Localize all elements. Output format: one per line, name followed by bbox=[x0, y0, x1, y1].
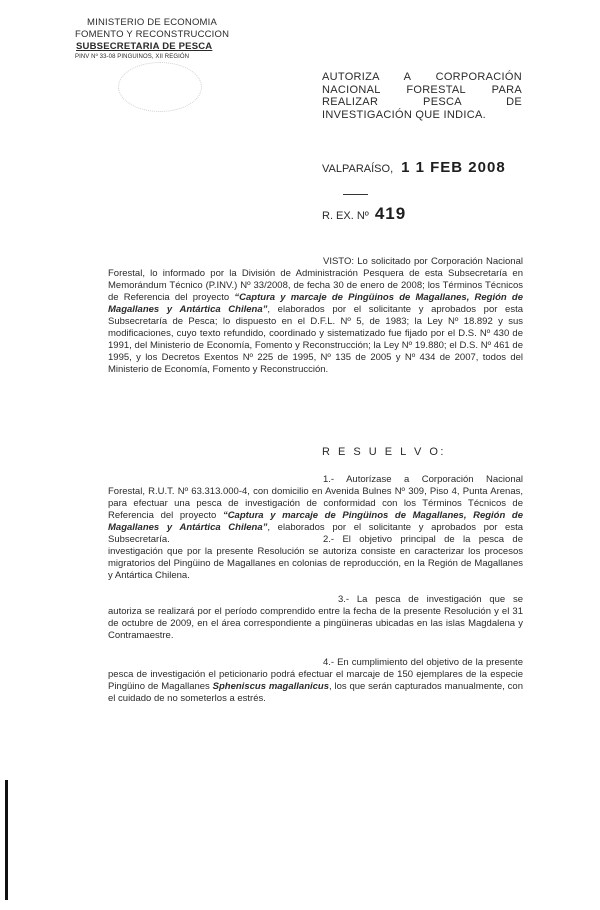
official-seal-stamp bbox=[118, 62, 202, 112]
resolution-item-2: 2.- El objetivo principal de la pesca de investigación que por la presente Resolución se autoriza consiste en caracterizar los procesos migratorios del Pingüino de Magallanes en colonias de reproducción, en la Región de Magallanes y Antártica Chilena. bbox=[108, 534, 523, 581]
resolution-item-4: 4.- En cumplimiento del objetivo de la presente pesca de investigación el peticionario podrá efectuar el marcaje de 150 ejemplares de la especie Pingüino de Magallanes Spheniscus magallanicus, los que serán capturados manualmente, con el cuidado de no someterlos a estrés. bbox=[108, 657, 523, 704]
species-name: Spheniscus magallanicus bbox=[212, 681, 330, 692]
date-line bbox=[322, 159, 506, 176]
scan-margin-mark bbox=[5, 780, 8, 900]
date-place: VALPARAÍSO, bbox=[322, 163, 394, 175]
resolution-label: R. EX. Nº bbox=[322, 210, 369, 222]
signature-dash bbox=[343, 194, 368, 195]
letterhead-subsecretaria: SUBSECRETARIA DE PESCA bbox=[76, 41, 213, 52]
resuelvo-heading: R E S U E L V O: bbox=[322, 446, 446, 458]
resolution-subject: AUTORIZA A CORPORACIÓN NACIONAL FORESTAL PARA REALIZAR PESCA DE INVESTIGACIÓN QUE INDICA. bbox=[322, 71, 522, 121]
visto-paragraph: VISTO: Lo solicitado por Corporación Nacional Forestal, lo informado por la División de Administración Pesquera de esta Subsecretaría en Memorándum Técnico (P.INV.) Nº 33/2008, de fecha 30 de enero de 2008; los Términos Técnicos de Referencia del proyecto “Captura y marcaje de Pingüinos de Magallanes, Región de Magallanes y Antártica Chilena”, elaborados por el solicitante y aprobados por esta Subsecretaría de Pesca; lo dispuesto en el D.F.L. Nº 5, de 1983; la Ley Nº 18.892 y sus modificaciones, cuyo texto refundido, coordinado y sistematizado fue fijado por el D.S. Nº 430 de 1991, del Ministerio de Economía, Fomento y Reconstrucción; la Ley Nº 19.880; el D.S. Nº 461 de 1995, y los Decretos Exentos Nº 225 de 1995, Nº 135 de 2005 y Nº 434 de 2007, todos del Ministerio de Economía, Fomento y Reconstrucción. bbox=[108, 256, 524, 375]
resolution-item-1: 1.- Autorízase a Corporación Nacional Forestal, R.U.T. Nº 63.313.000-4, con domicilio en Avenida Bulnes Nº 309, Piso 4, Punta Arenas, para efectuar una pesca de investigación de conformidad con los Términos Técnicos de Referencia del proyecto “Captura y marcaje de Pingüinos de Magallanes, Región de Magallanes y Antártica Chilena”, elaborados por el solicitante y aprobados por esta Subsecretaría. bbox=[108, 474, 524, 545]
project-title: “Captura y marcaje de Pingüinos de Magallanes, Región de Magallanes y Antártica Chilena” bbox=[108, 510, 523, 533]
date-stamp: 1 1 FEB 2008 bbox=[401, 159, 506, 176]
letterhead-reference: PINV Nº 33-08 PINGUINOS, XII REGIÓN bbox=[75, 54, 190, 60]
letterhead-ministry-line2: FOMENTO Y RECONSTRUCCION bbox=[75, 29, 230, 40]
resolution-number-line bbox=[322, 204, 406, 224]
letterhead-ministry: MINISTERIO DE ECONOMIA bbox=[87, 17, 218, 28]
project-title: “Captura y marcaje de Pingüinos de Magallanes, Región de Magallanes y Antártica Chilena” bbox=[108, 292, 524, 315]
resolution-item-3: 3.- La pesca de investigación que se autoriza se realizará por el período comprendido entre la fecha de la presente Resolución y el 31 de octubre de 2009, en el área correspondiente a pingüineras ubicadas en las islas Magdalena y Contramaestre. bbox=[108, 594, 523, 641]
resolution-number: 419 bbox=[374, 204, 407, 223]
